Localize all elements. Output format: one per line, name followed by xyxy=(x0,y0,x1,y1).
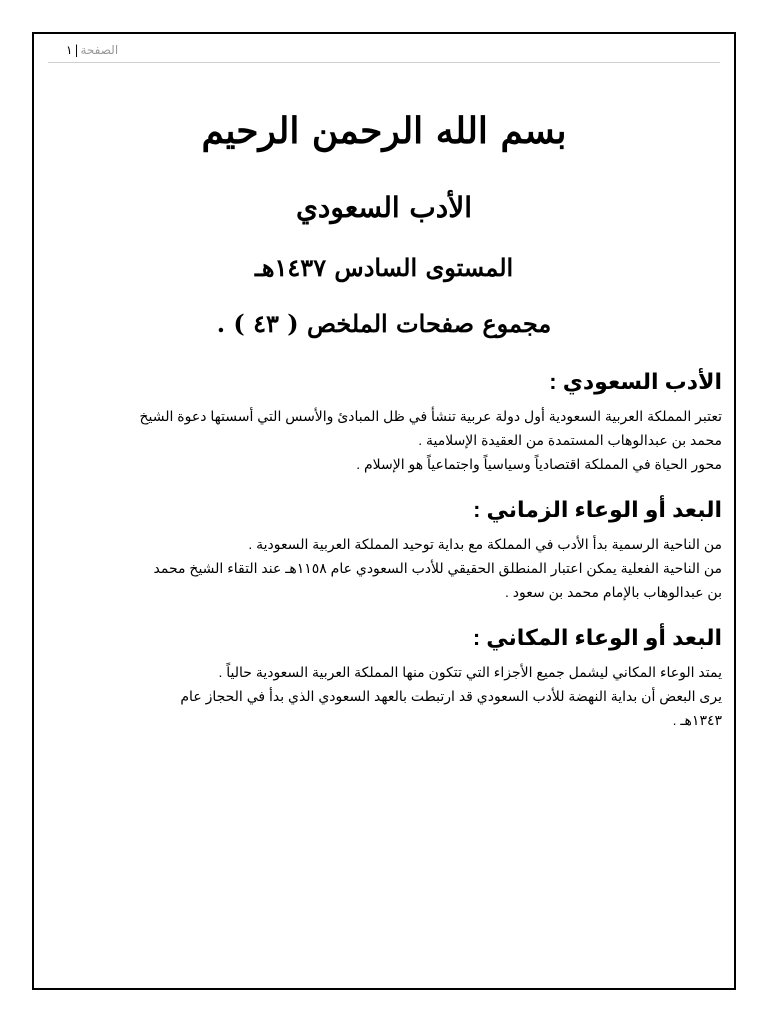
level-title: المستوى السادس ١٤٣٧هـ xyxy=(254,253,514,282)
bismillah-title: بسم الله الرحمن الرحيم xyxy=(201,110,567,152)
page-number: ١ xyxy=(66,43,73,57)
subject-title: الأدب السعودي xyxy=(296,191,472,224)
paragraph-line: محمد بن عبدالوهاب المستمدة من العقيدة الإسلامية . xyxy=(418,432,722,448)
header-rule xyxy=(48,62,720,63)
page-label: الصفحة xyxy=(80,43,119,57)
paragraph-line: من الناحية الرسمية بدأ الأدب في المملكة مع بداية توحيد المملكة العربية السعودية . xyxy=(248,536,722,552)
summary-title: مجموع صفحات الملخص ( ٤٣ ) . xyxy=(216,309,552,338)
section-spatial-dimension xyxy=(74,622,722,732)
section-saudi-literature xyxy=(74,366,722,476)
section-heading: البعد أو الوعاء الزماني : xyxy=(473,497,722,522)
main-content xyxy=(74,366,722,750)
paragraph-line: ١٣٤٣هـ . xyxy=(672,712,722,728)
page-header xyxy=(66,40,118,60)
paragraph-line: من الناحية الفعلية يمكن اعتبار المنطلق الحقيقي للأدب السعودي عام ١١٥٨هـ عند التقاء الشيخ محمد xyxy=(153,560,722,576)
paragraph-line: تعتبر المملكة العربية السعودية أول دولة عربية تنشأ في ظل المبادئ والأسس التي أسستها دعوة الشيخ xyxy=(139,408,722,424)
header-separator: | xyxy=(74,43,79,57)
section-heading: البعد أو الوعاء المكاني : xyxy=(472,625,722,650)
section-temporal-dimension xyxy=(74,494,722,604)
section-heading: الأدب السعودي : xyxy=(549,369,722,394)
paragraph-line: يمتد الوعاء المكاني ليشمل جميع الأجزاء التي تتكون منها المملكة العربية السعودية حالياً . xyxy=(218,664,722,680)
paragraph-line: محور الحياة في المملكة اقتصادياً وسياسياً واجتماعياً هو الإسلام . xyxy=(356,456,722,472)
paragraph-line: بن عبدالوهاب بالإمام محمد بن سعود . xyxy=(505,584,722,600)
paragraph-line: يرى البعض أن بداية النهضة للأدب السعودي قد ارتبطت بالعهد السعودي الذي بدأ في الحجاز عام xyxy=(180,688,722,704)
